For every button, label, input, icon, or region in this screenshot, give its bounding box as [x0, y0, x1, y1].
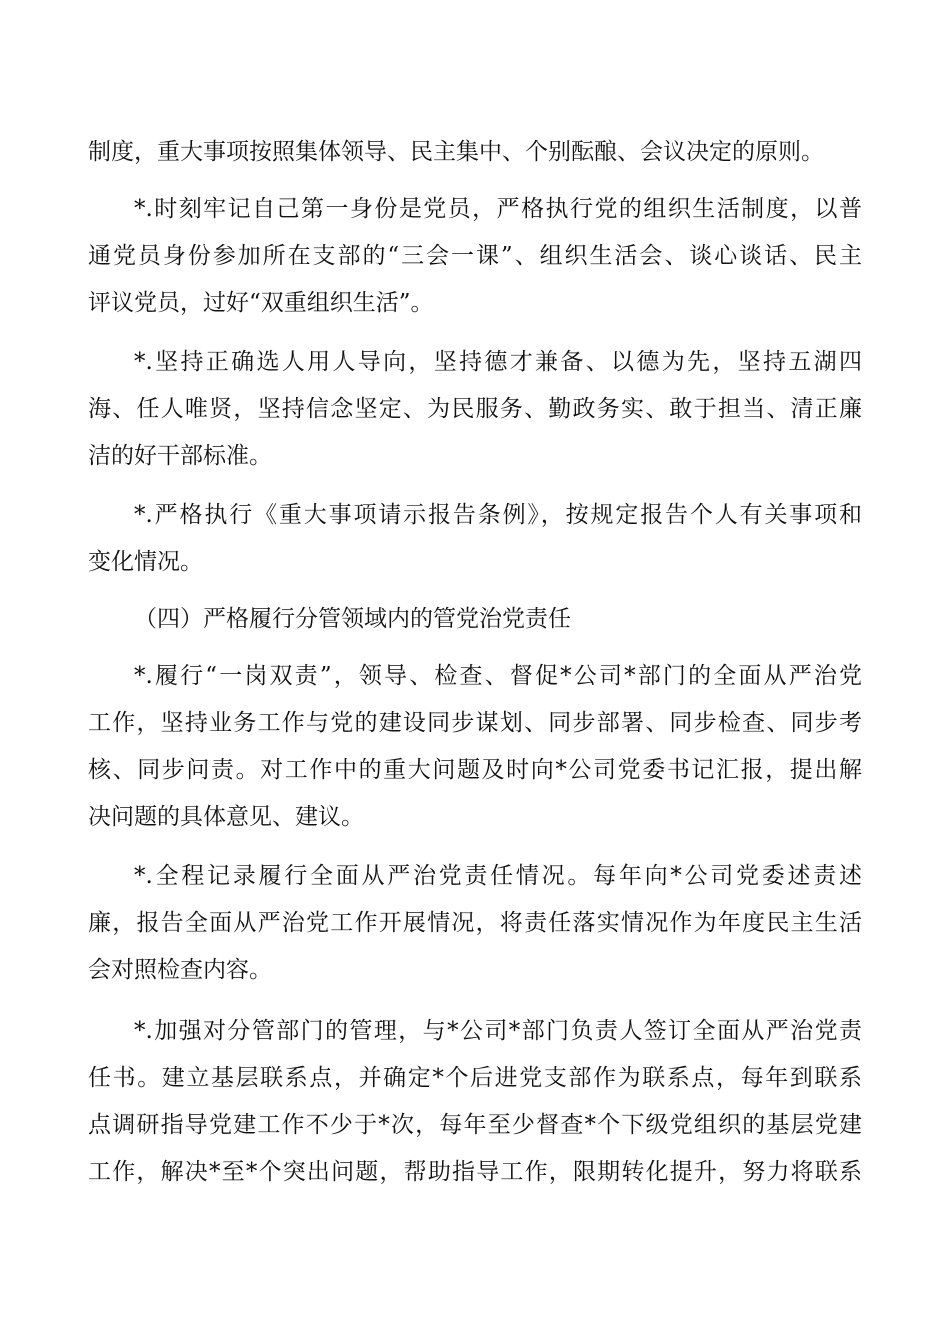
paragraph-3-line-2: 变化情况。	[88, 549, 203, 575]
paragraph-3-line-1: *.严格执行《重大事项请示报告条例》，按规定报告个人有关事项和	[134, 502, 862, 528]
paragraph-6-line-1: *.加强对分管部门的管理，与*公司*部门负责人签订全面从严治党责	[134, 1018, 862, 1044]
paragraph-4-line-2: 工作，坚持业务工作与党的建设同步谋划、同步部署、同步检查、同步考	[88, 710, 862, 736]
paragraph-6-line-3: 点调研指导党建工作不少于*次，每年至少督查*个下级党组织的基层党建	[88, 1112, 862, 1138]
paragraph-4-line-4: 决问题的具体意见、建议。	[88, 804, 364, 830]
paragraph-5-line-2: 廉，报告全面从严治党工作开展情况，将责任落实情况作为年度民主生活	[88, 910, 862, 936]
paragraph-5-line-1: *.全程记录履行全面从严治党责任情况。每年向*公司党委述责述	[134, 863, 862, 889]
paragraph-continuation-line-1: 制度，重大事项按照集体领导、民主集中、个别酝酿、会议决定的原则。	[88, 139, 824, 165]
paragraph-1-line-2: 通党员身份参加所在支部的“三会一课”、组织生活会、谈心谈话、民主	[88, 243, 862, 269]
paragraph-6-line-2: 任书。建立基层联系点，并确定*个后进党支部作为联系点，每年到联系	[88, 1065, 862, 1091]
paragraph-4-line-1: *.履行“一岗双责”，领导、检查、督促*公司*部门的全面从严治党	[134, 663, 862, 689]
paragraph-1-line-1: *.时刻牢记自己第一身份是党员，严格执行党的组织生活制度，以普	[134, 196, 862, 222]
paragraph-2-line-2: 海、任人唯贤，坚持信念坚定、为民服务、勤政务实、敢于担当、清正廉	[88, 396, 862, 422]
paragraph-1-line-3: 评议党员，过好“双重组织生活”。	[88, 290, 434, 316]
paragraph-5-line-3: 会对照检查内容。	[88, 957, 272, 983]
paragraph-4-line-3: 核、同步问责。对工作中的重大问题及时向*公司党委书记汇报，提出解	[88, 757, 862, 783]
paragraph-6-line-4: 工作，解决*至*个突出问题，帮助指导工作，限期转化提升，努力将联系	[88, 1159, 862, 1185]
section-heading-4: （四）严格履行分管领域内的管党治党责任	[134, 606, 571, 632]
paragraph-2-line-1: *.坚持正确选人用人导向，坚持德才兼备、以德为先，坚持五湖四	[134, 349, 862, 375]
paragraph-2-line-3: 洁的好干部标准。	[88, 443, 272, 469]
